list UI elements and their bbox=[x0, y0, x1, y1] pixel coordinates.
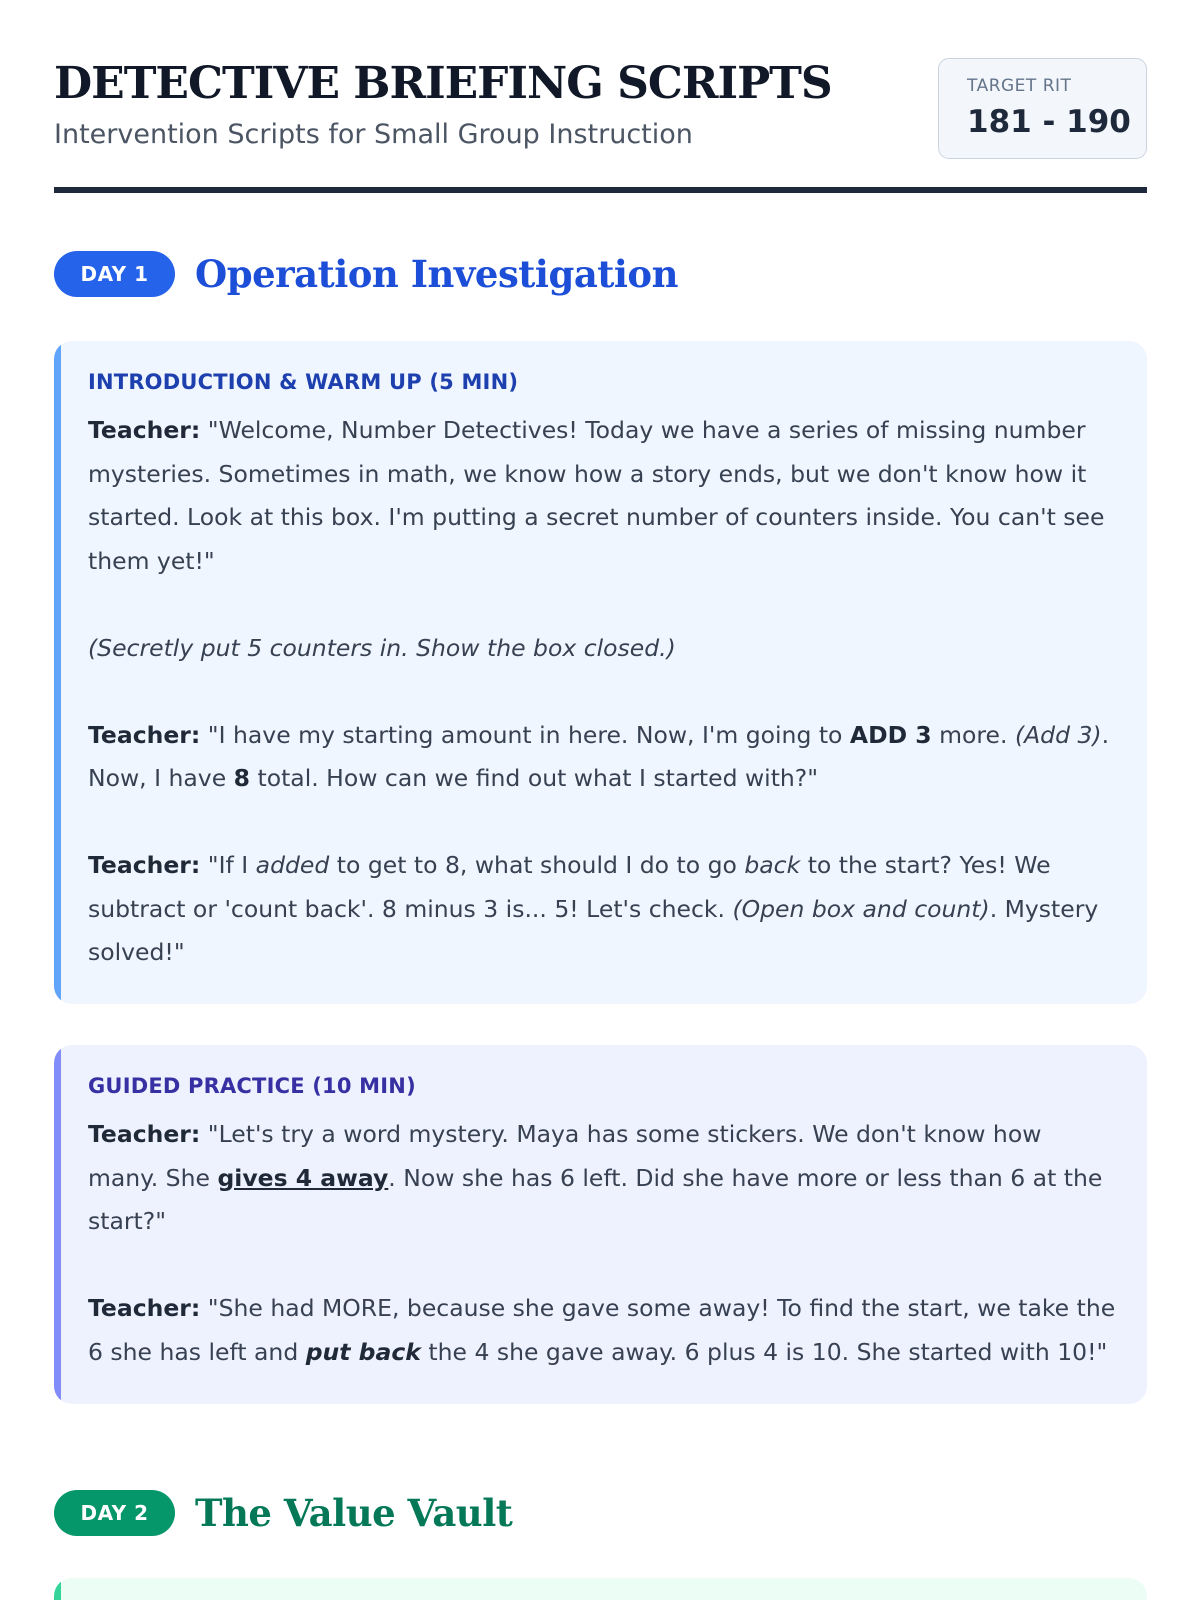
guided-paragraph-2: Teacher: "She had MORE, because she gave some away! To find the start, we take the 6 she has left and put back the 4 she gave away. 6 plus 4 is 10. She started with 10!" bbox=[88, 1294, 1116, 1366]
speaker-label: Teacher: bbox=[88, 416, 201, 444]
page-title: DETECTIVE BRIEFING SCRIPTS bbox=[54, 58, 832, 109]
intro-stage-direction: (Secretly put 5 counters in. Show the box closed.) bbox=[88, 633, 676, 662]
target-rit-label: TARGET RIT bbox=[967, 76, 1072, 96]
intro-card-heading: INTRODUCTION & WARM UP (5 MIN) bbox=[88, 370, 519, 394]
guided-card-heading: GUIDED PRACTICE (10 MIN) bbox=[88, 1074, 416, 1098]
speaker-label: Teacher: bbox=[88, 1120, 201, 1148]
day-2-card bbox=[54, 1578, 1147, 1600]
target-rit-value: 181 - 190 bbox=[967, 104, 1131, 140]
day-2-title: The Value Vault bbox=[195, 1491, 513, 1535]
guided-practice-card bbox=[54, 1045, 1147, 1404]
day-2-header bbox=[54, 1485, 512, 1541]
page-header bbox=[54, 56, 1147, 193]
guided-paragraph-1: Teacher: "Let's try a word mystery. Maya has some stickers. We don't know how many. She gives 4 away. Now she has 6 left. Did she have more or less than 6 at the start?" bbox=[88, 1120, 1103, 1235]
intro-paragraph-1: Teacher: "Welcome, Number Detectives! Today we have a series of missing number mysteries. Sometimes in math, we know how a story ends, but we don't know how it started. Look at this box. I'm putting a secret number of counters inside. You can't see them yet!" bbox=[88, 416, 1105, 575]
speaker-label: Teacher: bbox=[88, 851, 201, 879]
speaker-label: Teacher: bbox=[88, 1294, 201, 1322]
speaker-label: Teacher: bbox=[88, 720, 201, 749]
day-1-badge: DAY 1 bbox=[54, 251, 175, 297]
day-1-title: Operation Investigation bbox=[195, 252, 679, 296]
target-rit-box bbox=[938, 58, 1147, 159]
intro-paragraph-3: Teacher: "I have my starting amount in here. Now, I'm going to ADD 3 more. (Add 3). Now, I have 8 total. How can we find out what I started with?" bbox=[88, 720, 1110, 792]
page-subtitle: Intervention Scripts for Small Group Instruction bbox=[54, 119, 693, 150]
day-1-header bbox=[54, 246, 678, 302]
intro-paragraph-4: Teacher: "If I added to get to 8, what should I do to go back to the start? Yes! We subtract or 'count back'. 8 minus 3 is... 5! Let's check. (Open box and count). Mystery solved!" bbox=[88, 851, 1099, 966]
intro-warmup-card bbox=[54, 341, 1147, 1004]
header-divider bbox=[54, 187, 1147, 193]
day-2-badge: DAY 2 bbox=[54, 1490, 175, 1536]
